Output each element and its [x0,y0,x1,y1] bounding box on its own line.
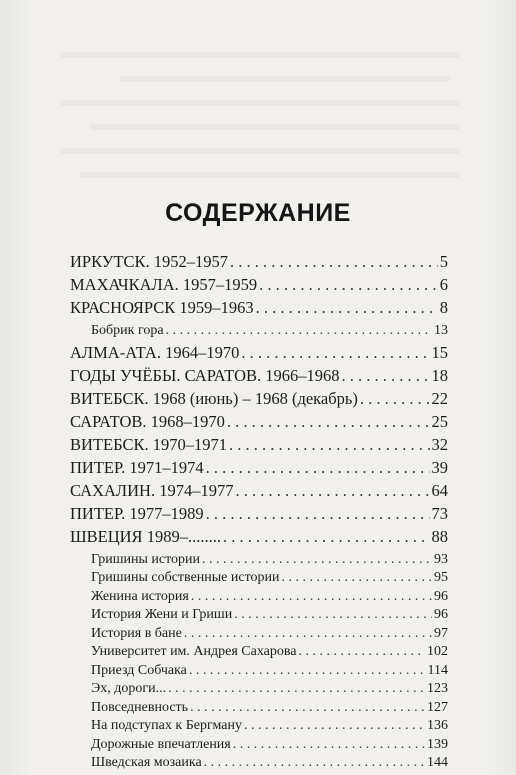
toc-entry-label: ПИТЕР. 1977–1989 [70,503,204,523]
toc-entry-label: Гришины истории [91,551,200,567]
toc-entry-label: ГОДЫ УЧЁБЫ. САРАТОВ. 1966–1968 [70,365,340,385]
dot-leader [256,296,438,319]
toc-entry-label: История Жени и Гриши [91,607,233,622]
toc-entry [70,273,448,296]
toc-entry-label: История в бане [91,625,182,641]
toc-subentry [91,717,448,736]
toc-entry-page: 8 [439,298,448,317]
toc-entry-page: 123 [427,681,448,696]
toc-entry-page: 25 [431,411,448,431]
toc-entry-page: 5 [439,252,448,271]
toc-entry-page: 96 [434,607,448,622]
toc-entry-page: 6 [439,275,448,294]
toc-entry-page: 136 [427,718,448,733]
toc-subentry [91,754,448,773]
dot-leader [230,250,438,273]
toc-entry-page: 18 [431,365,448,385]
toc-entry-page: 88 [431,526,448,546]
dot-leader [282,569,432,588]
toc-entry-page: 39 [431,457,448,477]
toc-entry-label: САХАЛИН. 1974–1977 [70,480,234,500]
toc-entry-label: САРАТОВ. 1968–1970 [70,411,225,431]
toc-entry-label: На подступах к Бергману [91,718,242,733]
dot-leader [244,717,425,736]
toc-entry-label: ИРКУТСК. 1952–1957 [70,252,229,271]
bleed-through-line [90,124,460,130]
dot-leader [342,364,430,387]
toc-entry-label: АЛМА-АТА. 1964–1970 [70,342,240,362]
bleed-through-line [60,148,460,154]
toc-subentry [91,322,448,341]
dot-leader [168,680,425,699]
toc-entry [70,341,448,364]
dot-leader [204,754,425,773]
dot-leader [189,662,426,681]
toc-entry-label: Шведская мозаика [91,755,202,770]
toc-entry-label: КРАСНОЯРСК 1959–1963 [70,298,254,317]
toc-entry-page: 139 [427,736,448,752]
dot-leader [233,736,425,755]
dot-leader [184,625,432,644]
toc-entry-label: Дорожные впечатления [91,736,231,752]
dot-leader [191,588,432,607]
toc-subentry [91,736,448,755]
dot-leader [360,387,430,410]
toc-entry-label: ПИТЕР. 1971–1974 [70,457,204,477]
dot-leader [234,606,432,625]
dot-leader [229,433,430,456]
toc-entry [70,387,448,410]
dot-leader [206,502,430,525]
bleed-through-line [120,76,450,82]
dot-leader [227,410,430,433]
toc-entry-label: ШВЕЦИЯ 1989–........ [70,526,221,546]
toc-entry-page: 22 [431,388,448,408]
toc-entry-page: 127 [427,699,448,715]
toc-subentry [91,551,448,570]
toc-entry-page: 114 [427,662,448,678]
toc-entry-page: 95 [434,570,448,585]
toc-entry [70,296,448,319]
page-title: СОДЕРЖАНИЕ [165,199,351,227]
toc-entry-label: Повседневность [91,699,189,715]
toc-entry-page: 73 [431,503,448,523]
dot-leader [166,322,432,341]
dot-leader [206,456,430,479]
toc-entry-label: Гришины собственные истории [91,570,280,585]
dot-leader [235,479,429,502]
toc-subentry [91,643,448,662]
toc-entry-page: 32 [431,434,448,454]
toc-entry-page: 13 [434,323,448,338]
toc-entry [70,479,448,502]
bleed-through-line [60,100,460,106]
toc-entry-page: 96 [434,588,448,604]
dot-leader [299,643,425,662]
toc-entry-page: 102 [427,644,448,659]
dot-leader [259,273,438,296]
toc-entry-label: ВИТЕБСК. 1968 (июнь) – 1968 (декабрь) [70,388,358,408]
toc-entry [70,410,448,433]
toc-subentry [91,606,448,625]
toc-entry [70,525,448,548]
dot-leader [190,699,425,718]
bleed-through-line [60,52,460,58]
toc-entry-label: МАХАЧКАЛА. 1957–1959 [70,275,258,294]
toc-entry [70,456,448,479]
toc-entry-page: 93 [434,551,448,567]
toc-entry-page: 97 [434,625,448,641]
toc-entry-label: Приезд Собчака [91,662,187,678]
toc-entry-label: Женина история [91,588,189,604]
toc-entry-page: 15 [431,342,448,362]
toc-entry-page: 144 [427,755,448,770]
dot-leader [223,525,430,548]
toc-entry-label: Бобрик гора [91,323,164,338]
toc-entry [70,364,448,387]
toc-subentry [91,569,448,588]
toc-subentry [91,625,448,644]
toc-entry [70,250,448,273]
toc-subentry [91,588,448,607]
dot-leader [202,551,432,570]
bleed-through-line [80,172,460,178]
toc-subentry [91,699,448,718]
toc-subentry [91,662,448,681]
toc-entry-label: ВИТЕБСК. 1970–1971 [70,434,227,454]
toc-subentry [91,680,448,699]
toc-entry-label: Эх, дороги... [91,681,167,696]
toc-entry-page: 64 [431,480,448,500]
toc-entry-label: Университет им. Андрея Сахарова [91,644,297,659]
table-of-contents [70,250,448,773]
toc-entry [70,502,448,525]
toc-entry [70,433,448,456]
dot-leader [241,341,429,364]
